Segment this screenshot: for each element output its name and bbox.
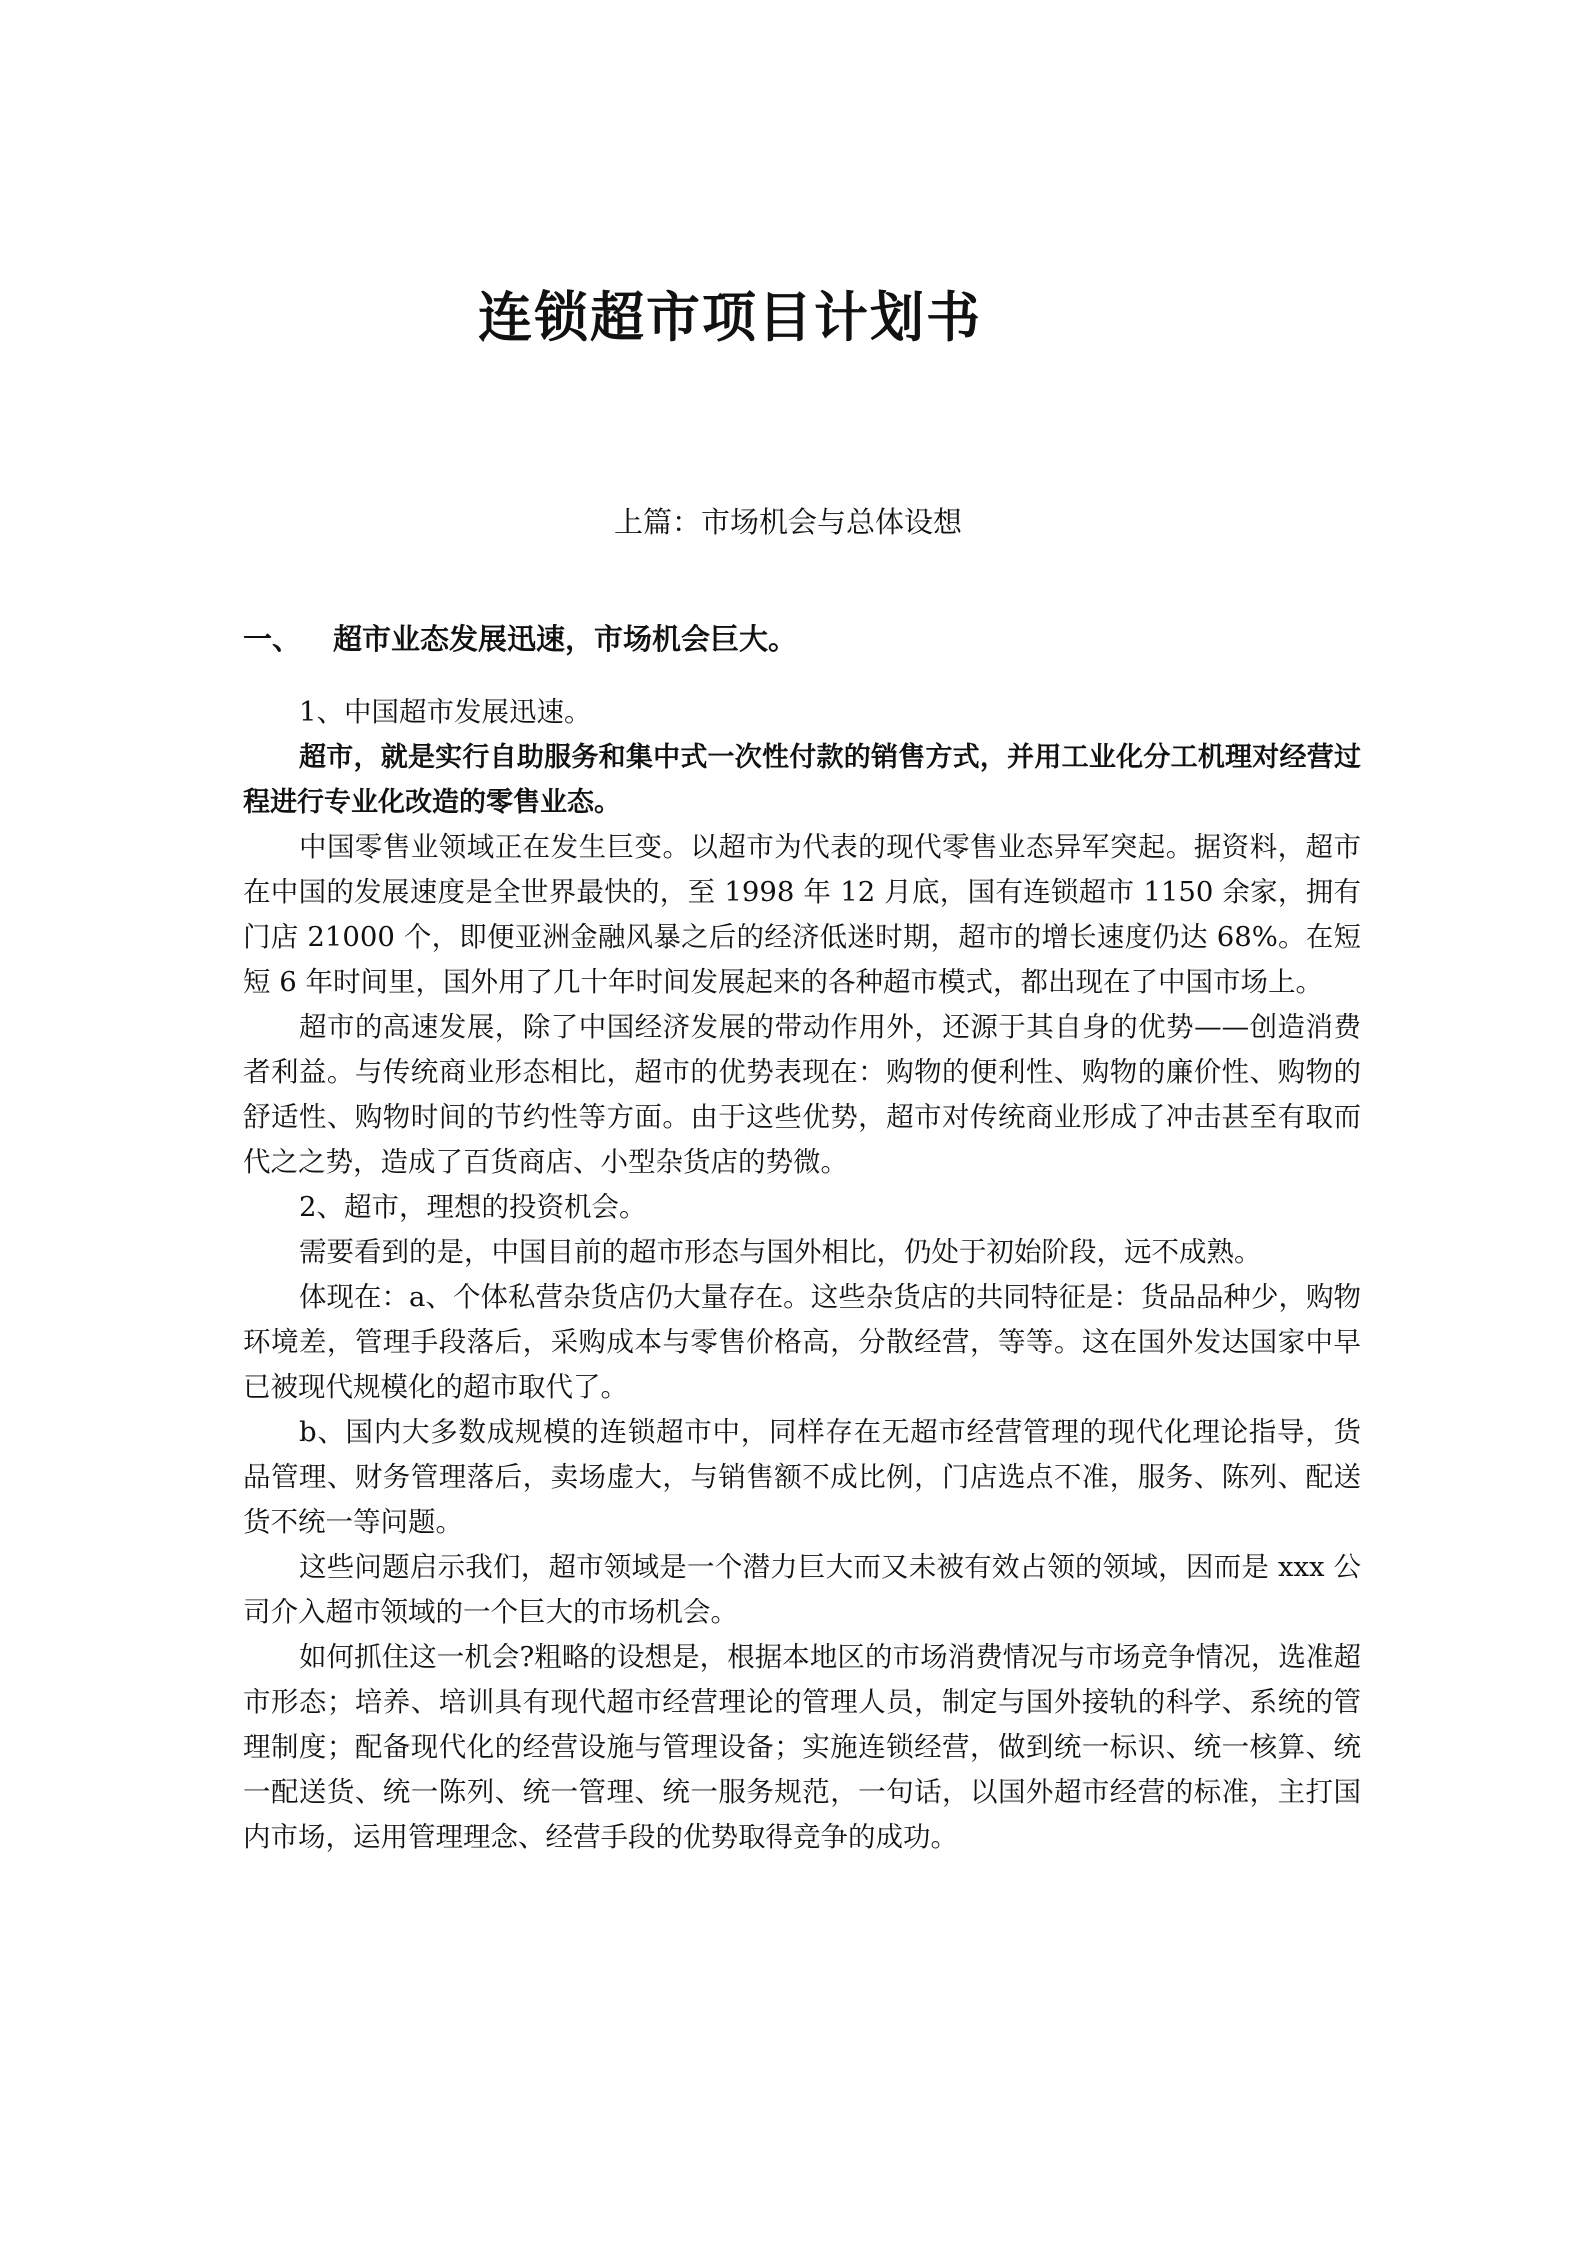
subsection-heading: 1、中国超市发展迅速。 [299,696,592,728]
part-title: 上篇：市场机会与总体设想 [614,505,963,539]
body-paragraph: 中国零售业领域正在发生巨变。以超市为代表的现代零售业态异军突起。据资料，超市在中国的发展速度是全世界最快的，至 1998 年 12 月底，国有连锁超市 1150 余家，拥有门店 21000 个，即便亚洲金融风暴之后的经济低迷时期，超市的增长速度仍达 68%。在短短 6 年时间里，国外用了几十年时间发展起来的各种超市模式，都出现在了中国市场上。 [243,831,1361,998]
body-paragraph: 需要看到的是，中国目前的超市形态与国外相比，仍处于初始阶段，远不成熟。 [299,1236,1262,1268]
body-paragraph: 这些问题启示我们，超市领域是一个潜力巨大而又未被有效占领的领域，因而是 xxx 公司介入超市领域的一个巨大的市场机会。 [243,1551,1361,1628]
subsection-heading: 2、超市，理想的投资机会。 [299,1191,647,1223]
section-heading-text: 超市业态发展迅速，市场机会巨大。 [333,622,798,656]
body-paragraph: 体现在：a、个体私营杂货店仍大量存在。这些杂货店的共同特征是：货品品种少，购物环境差，管理手段落后，采购成本与零售价格高，分散经营，等等。这在国外发达国家中早已被现代规模化的超市取代了。 [243,1281,1361,1403]
document-body [243,690,1361,1860]
body-paragraph: 如何抓住这一机会?粗略的设想是，根据本地区的市场消费情况与市场竞争情况，选准超市形态；培养、培训具有现代超市经营理论的管理人员，制定与国外接轨的科学、系统的管理制度；配备现代化的经营设施与管理设备；实施连锁经营，做到统一标识、统一核算、统一配送货、统一陈列、统一管理、统一服务规范，一句话，以国外超市经营的标准，主打国内市场，运用管理理念、经营手段的优势取得竞争的成功。 [243,1641,1361,1853]
body-paragraph: 超市的高速发展，除了中国经济发展的带动作用外，还源于其自身的优势——创造消费者利益。与传统商业形态相比，超市的优势表现在：购物的便利性、购物的廉价性、购物的舒适性、购物时间的节约性等方面。由于这些优势，超市对传统商业形成了冲击甚至有取而代之之势，造成了百货商店、小型杂货店的势微。 [243,1011,1361,1178]
definition-paragraph: 超市，就是实行自助服务和集中式一次性付款的销售方式，并用工业化分工机理对经营过程进行专业化改造的零售业态。 [243,742,1361,818]
document-title: 连锁超市项目计划书 [478,286,982,349]
body-paragraph: b、国内大多数成规模的连锁超市中，同样存在无超市经营管理的现代化理论指导，货品管理、财务管理落后，卖场虚大，与销售额不成比例，门店选点不准，服务、陈列、配送货不统一等问题。 [243,1416,1361,1538]
section-number: 一、 [243,622,302,656]
section-heading [243,617,797,661]
